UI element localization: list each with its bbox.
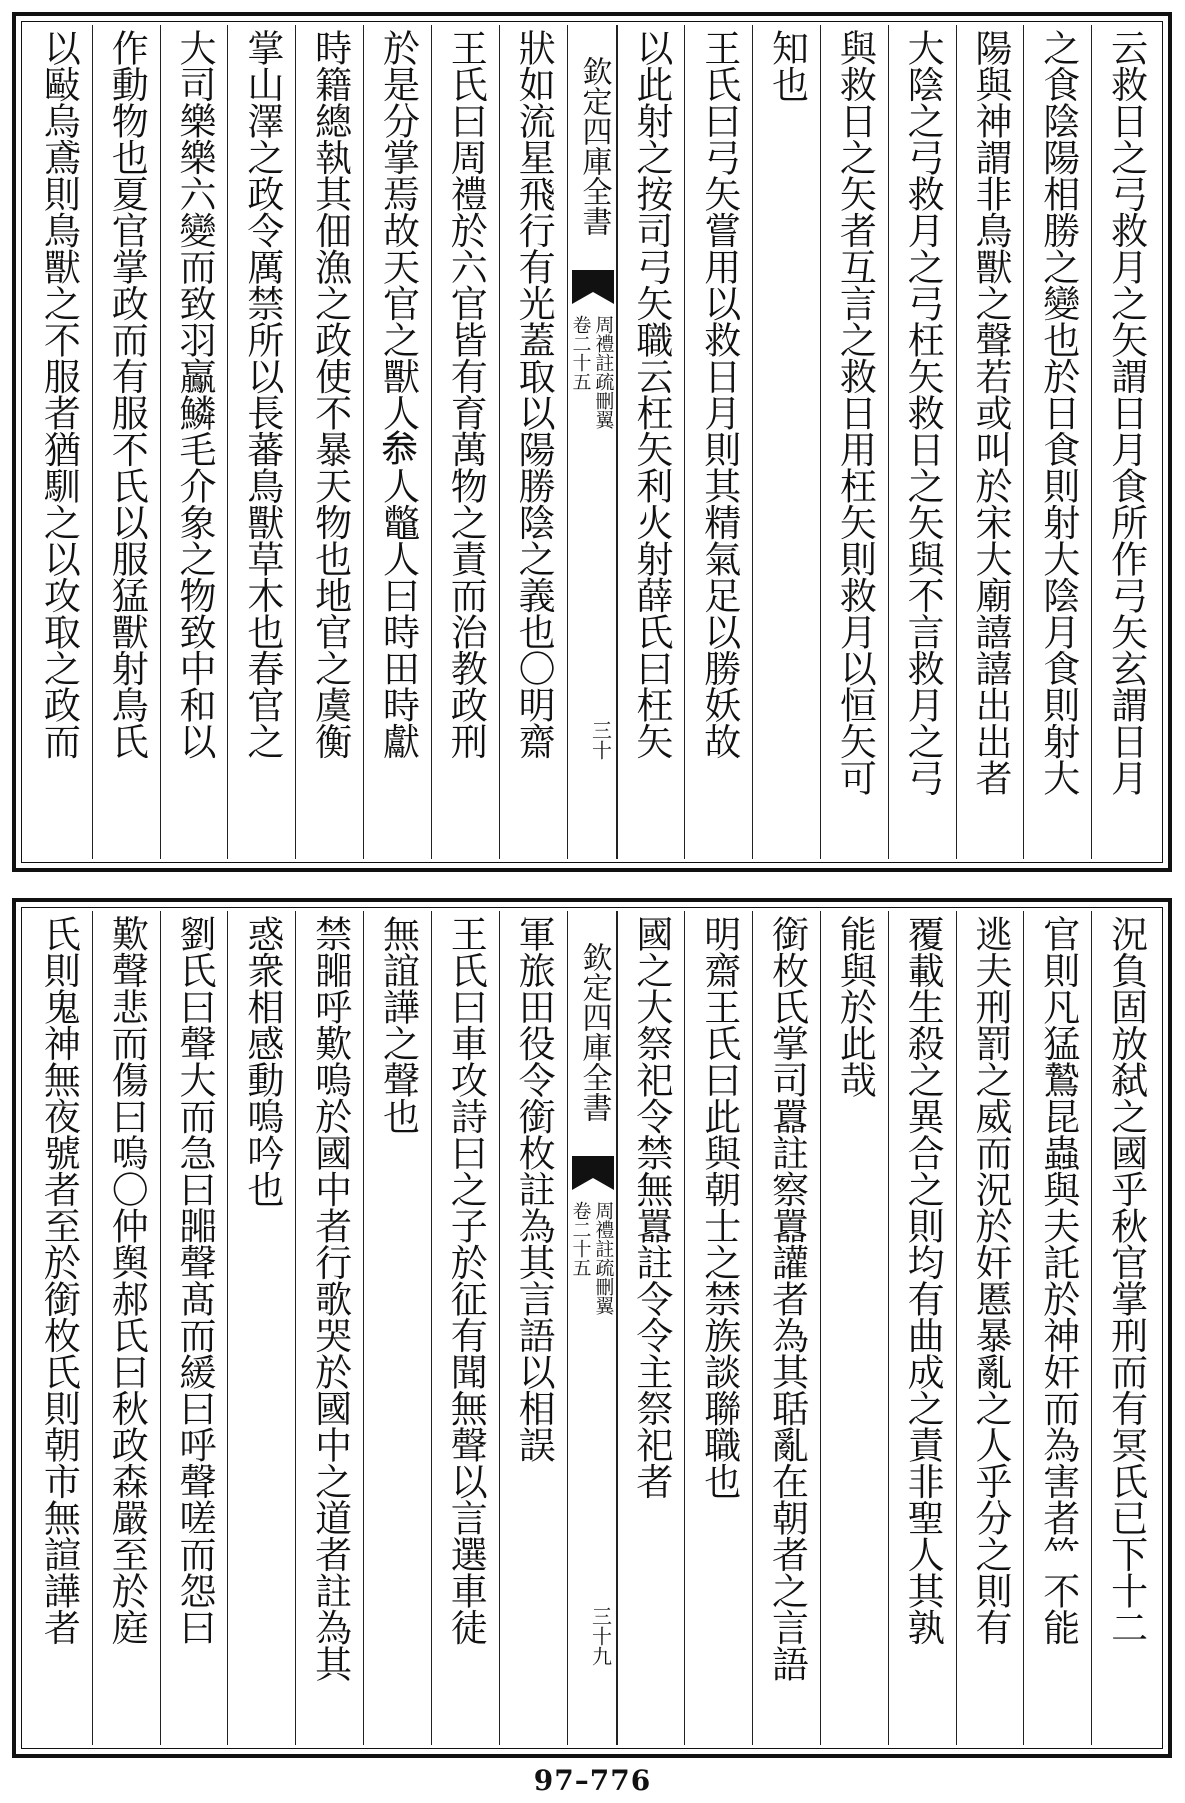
text-column: 大陰之弓救月之弓枉矢救日之矢與不言救月之弓 [888,25,956,859]
center-margin-band [567,25,617,859]
text-column: 歎聲悲而傷曰嗚〇仲舆郝氏曰秋政森嚴至於庭 [92,911,160,1745]
text-column: 大司樂樂六變而致羽鸁鱗毛介象之物致中和以 [160,25,228,859]
text-column: 覆載生殺之異合之則均有曲成之責非聖人其孰 [888,911,956,1745]
volume-info [568,1201,616,1421]
text-column: 與救日之矢者互言之救日用枉矢則救月以恒矢可 [820,25,888,859]
book-subtitle: 周禮註疏刪翼 [592,1201,615,1315]
text-column: 惑衆相感動嗚吟也 [227,911,295,1745]
volume-number: 卷二十五 [569,315,592,391]
bottom-columns [25,911,1159,1745]
book-title: 欽定四庫全書 [576,56,612,236]
text-column: 王氏曰弓矢嘗用以救日月則其精氣足以勝妖故 [684,25,752,859]
text-column: 明齋王氏曰此與朝士之禁族談聯職也 [684,911,752,1745]
text-column: 官則凡猛鷙昆蟲與夫託於神奸而為害者𥫗不能 [1023,911,1091,1745]
center-margin-band [567,911,617,1745]
volume-number: 卷二十五 [569,1201,592,1277]
top-page-panel [12,12,1172,872]
bottom-page-panel [12,898,1172,1758]
text-column: 無誼譁之聲也 [363,911,431,1745]
fish-tail-mark-icon [572,1156,614,1196]
text-column: 時籍總執其佃漁之政使不暴天物也地官之虞衡 [295,25,363,859]
text-column: 狀如流星飛行有光蓋取以陽勝陰之義也〇明齋 [499,25,567,859]
text-column: 以此射之按司弓矢職云枉矢利火射薛氏曰枉矢 [617,25,685,859]
page-number: 三十 [588,720,613,760]
text-column: 逃夫刑罰之威而況於奸慝暴亂之人乎分之則有 [956,911,1024,1745]
text-column: 禁嘂呼歎嗚於國中者行歌哭於國中之道者註為其 [295,911,363,1745]
text-column: 能與於此哉 [820,911,888,1745]
top-columns [25,25,1159,859]
text-column: 之食陰陽相勝之變也於日食則射大陰月食則射大 [1023,25,1091,859]
text-column: 王氏曰車攻詩曰之子於征有聞無聲以言選車徒 [431,911,499,1745]
text-column: 於是分掌焉故天官之獸人𠫵人鼈人曰時田時獻 [363,25,431,859]
text-column: 陽與神謂非鳥獸之聲若或叫於宋大廟譆譆出出者 [956,25,1024,859]
text-column: 以敺烏鳶則鳥獸之不服者猶馴之以攻取之政而 [37,29,81,759]
page-number: 三十九 [588,1606,613,1666]
book-subtitle: 周禮註疏刪翼 [592,315,615,429]
text-column: 掌山澤之政令厲禁所以長蕃鳥獸草木也春官之 [227,25,295,859]
text-column: 知也 [752,25,820,859]
volume-info [568,315,616,535]
text-column: 云救日之弓救月之矢謂日月食所作弓矢玄謂日月 [1091,25,1159,859]
text-column: 作動物也夏官掌政而有服不氏以服猛獸射鳥氏 [92,25,160,859]
text-column: 氏則鬼神無夜號者至於銜枚氏則朝市無諠譁者 [37,915,81,1645]
text-column: 銜枚氏掌司囂註察囂讙者為其聒亂在朝者之言語 [752,911,820,1745]
fish-tail-mark-icon [572,270,614,310]
text-column: 軍旅田役令銜枚註為其言語以相誤 [499,911,567,1745]
text-column: 況負固放弑之國乎秋官掌刑而有冥氏已下十二 [1091,911,1159,1745]
text-column: 國之大祭祀令禁無囂註令令主祭祀者 [617,911,685,1745]
footer-page-reference: 97–776 [533,1764,652,1797]
text-column: 王氏曰周禮於六官皆有育萬物之責而治教政刑 [431,25,499,859]
text-column: 劉氏曰聲大而急曰嘂聲髙而緩曰呼聲嗟而怨曰 [160,911,228,1745]
book-title: 欽定四庫全書 [576,942,612,1122]
